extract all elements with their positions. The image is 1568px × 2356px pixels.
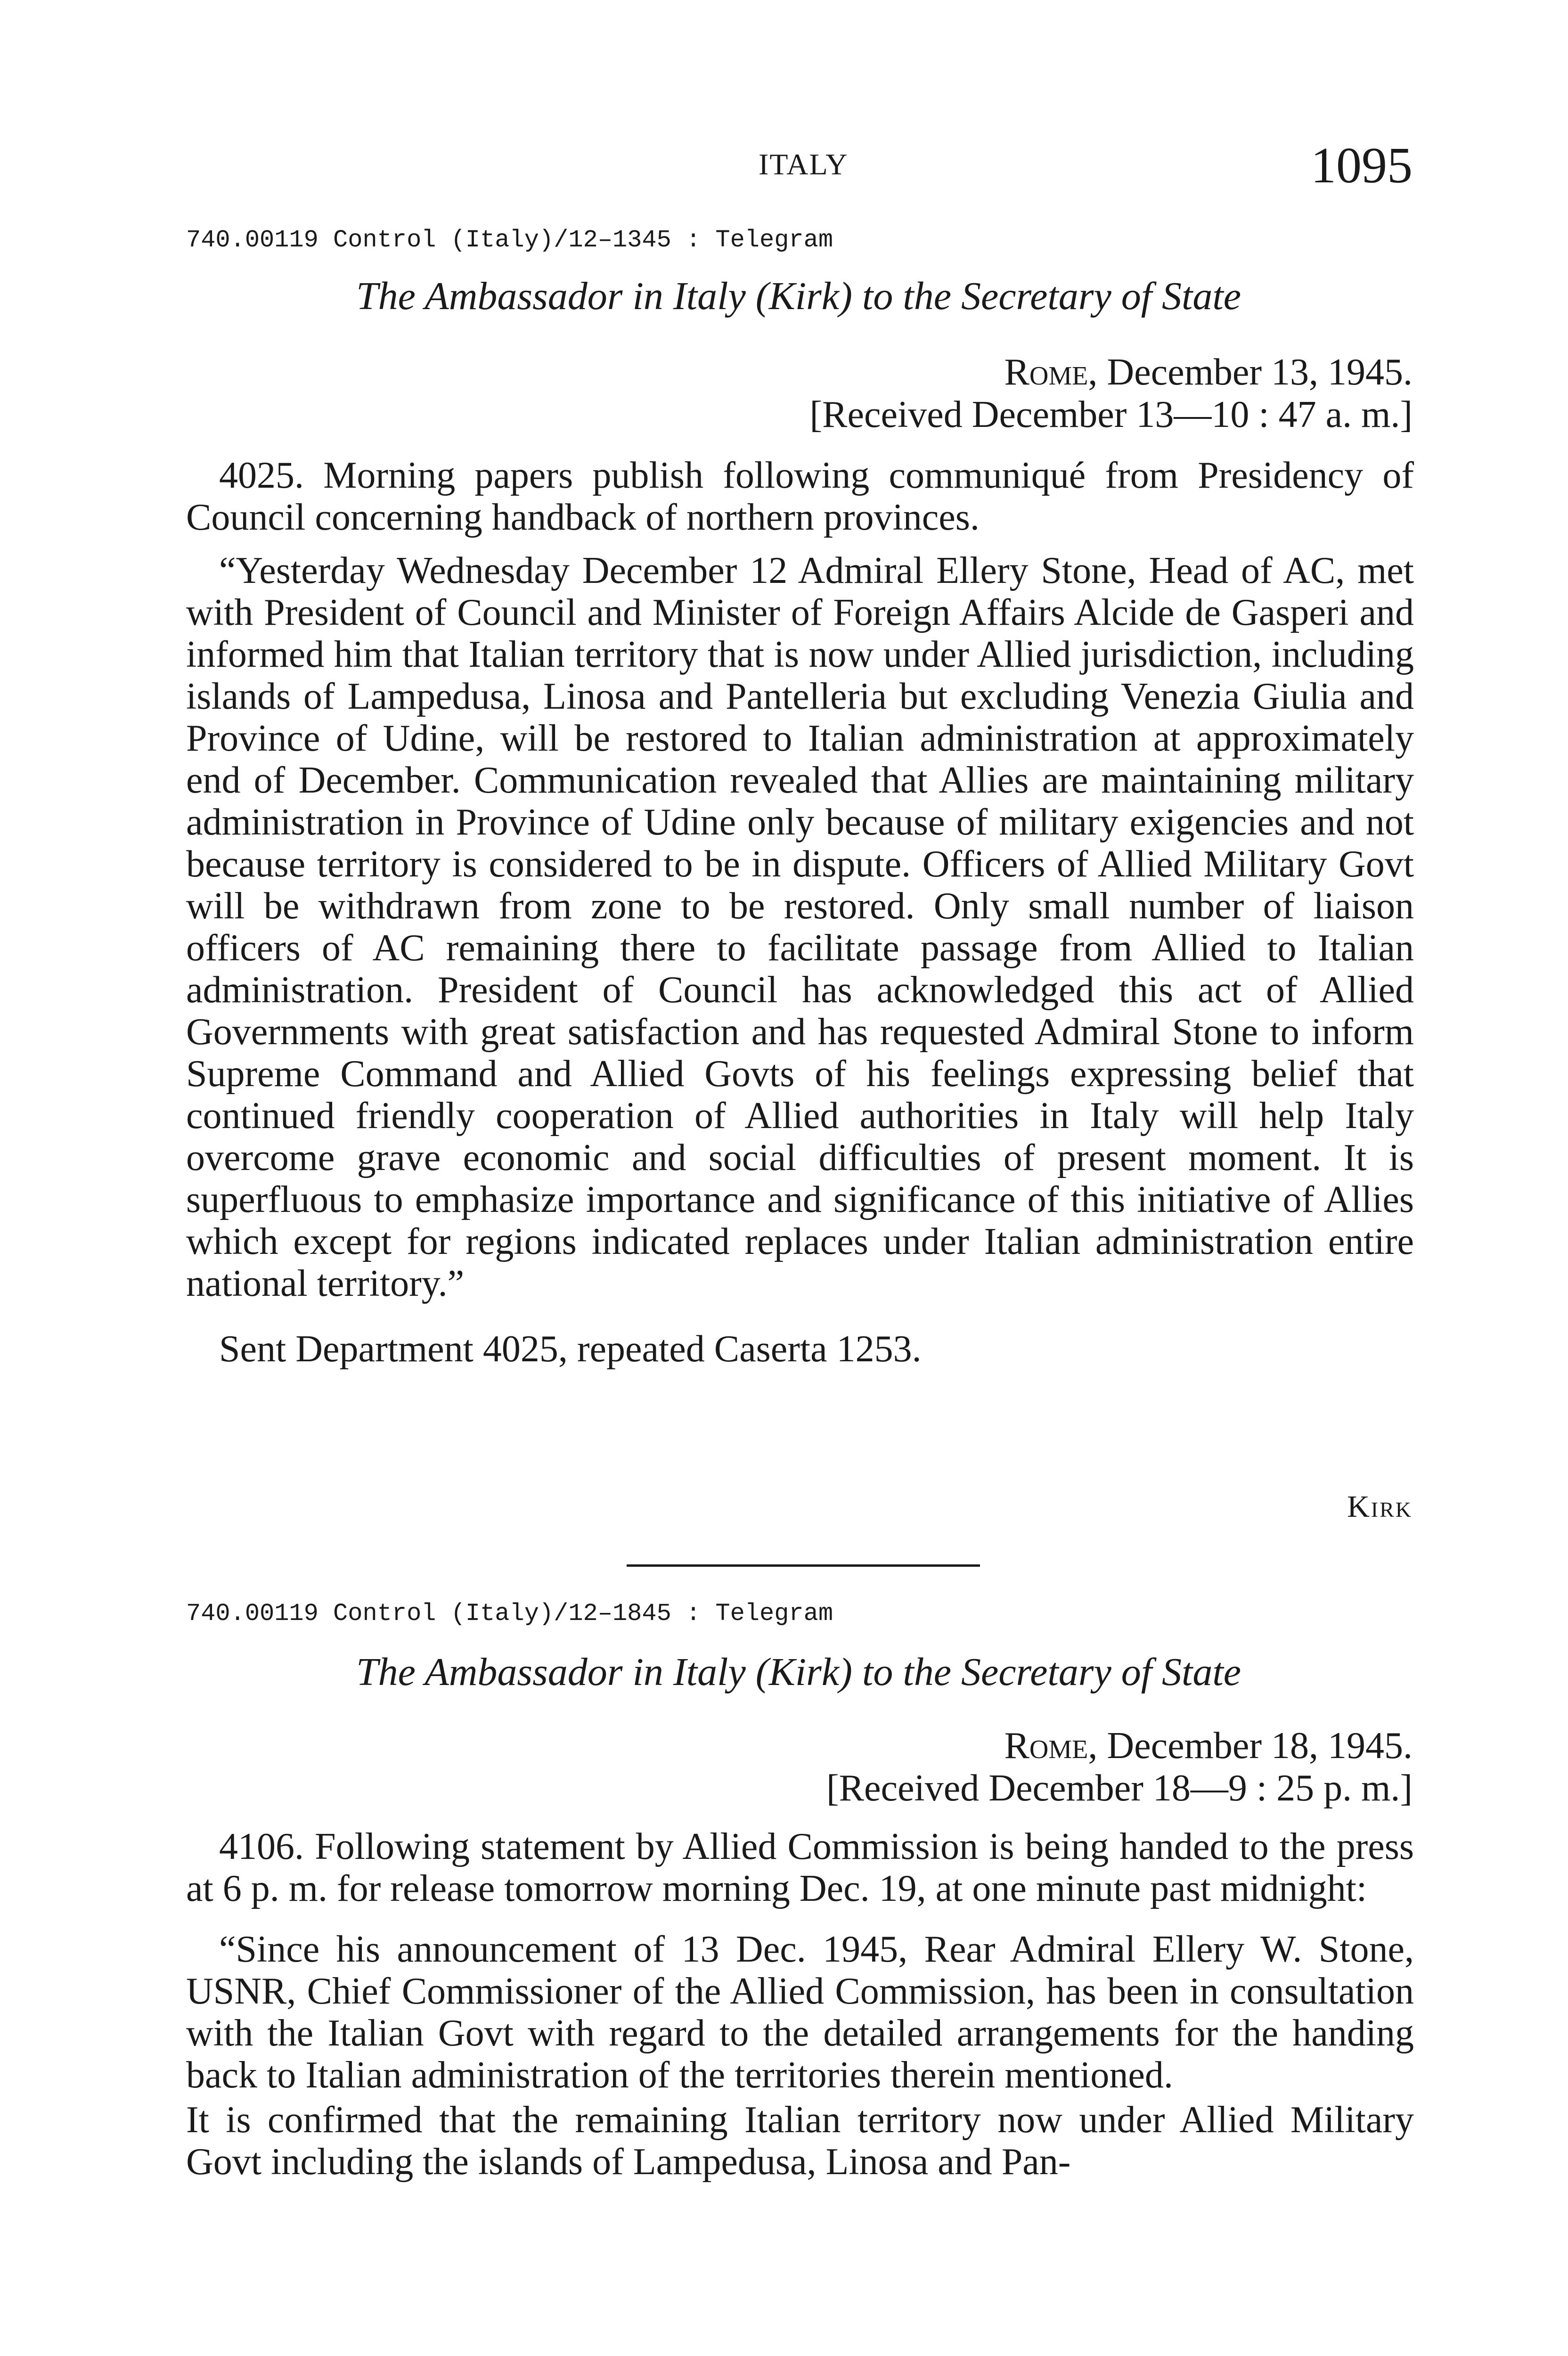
date-1: , December 13, 1945.	[1088, 352, 1413, 393]
signature-1: Kirk	[1347, 1489, 1413, 1524]
paragraph: Sent Department 4025, repeated Caserta 1253.	[219, 1328, 922, 1370]
file-reference-2: 740.00119 Control (Italy)/12–1845 : Telegram	[186, 1600, 833, 1628]
paragraph: “Since his announcement of 13 Dec. 1945, Rear Admiral Ellery W. Stone, USNR, Chief Commissioner of the Allied Commission, has been in consultation with the Italian Govt with regard to the detailed arrangements for the handing back to Italian administration of the territories therein mentioned.	[186, 1929, 1414, 2096]
paragraph: 4025. Morning papers publish following communiqué from Presidency of Council concerning handback of northern provinces.	[186, 455, 1414, 538]
document-title-2: The Ambassador in Italy (Kirk) to the Secretary of State	[356, 1650, 1241, 1694]
date-2: , December 18, 1945.	[1088, 1725, 1413, 1767]
date-line-1	[809, 351, 1413, 393]
running-head: ITALY	[759, 147, 849, 181]
place-1: Rome	[1004, 352, 1088, 393]
date-line-2	[826, 1725, 1413, 1767]
document-title-1: The Ambassador in Italy (Kirk) to the Secretary of State	[356, 274, 1241, 318]
paragraph: “Yesterday Wednesday December 12 Admiral Ellery Stone, Head of AC, met with President of Council and Minister of Foreign Affairs Alcide de Gasperi and informed him that Italian territory that is now under Allied jurisdiction, including islands of Lampedusa, Linosa and Pantelleria but excluding Venezia Giulia and Province of Udine, will be restored to Italian administration at approximately end of December. Communication revealed that Allies are maintaining military administration in Province of Udine only because of military exigencies and not because territory is considered to be in dispute. Officers of Allied Military Govt will be withdrawn from zone to be restored. Only small number of liaison officers of AC remaining there to facilitate passage from Allied to Italian administration. President of Council has acknowledged this act of Allied Governments with great satisfaction and has requested Admiral Stone to inform Supreme Command and Allied Govts of his feelings expressing belief that continued friendly cooperation of Allied authorities in Italy will help Italy overcome grave economic and social difficulties of present moment. It is superfluous to emphasize importance and significance of this initiative of Allies which except for regions indicated replaces under Italian administration entire national territory.”	[186, 550, 1414, 1304]
section-divider	[627, 1564, 980, 1567]
place-2: Rome	[1004, 1725, 1088, 1767]
paragraph: 4106. Following statement by Allied Commission is being handed to the press at 6 p. m. for release tomorrow morning Dec. 19, at one minute past midnight:	[186, 1826, 1414, 1909]
document-body-1	[186, 455, 1414, 1370]
received-line-1: [Received December 13—10 : 47 a. m.]	[809, 394, 1413, 435]
paragraph: It is confirmed that the remaining Italian territory now under Allied Military Govt including the islands of Lampedusa, Linosa and Pan-	[186, 2099, 1414, 2183]
page-number: 1095	[1311, 138, 1413, 194]
dateline-1	[809, 351, 1413, 436]
received-line-2: [Received December 18—9 : 25 p. m.]	[826, 1767, 1413, 1809]
page-header	[0, 137, 1568, 193]
document-body-2	[186, 1826, 1414, 2183]
dateline-2	[826, 1725, 1413, 1809]
file-reference-1: 740.00119 Control (Italy)/12–1345 : Telegram	[186, 226, 833, 254]
